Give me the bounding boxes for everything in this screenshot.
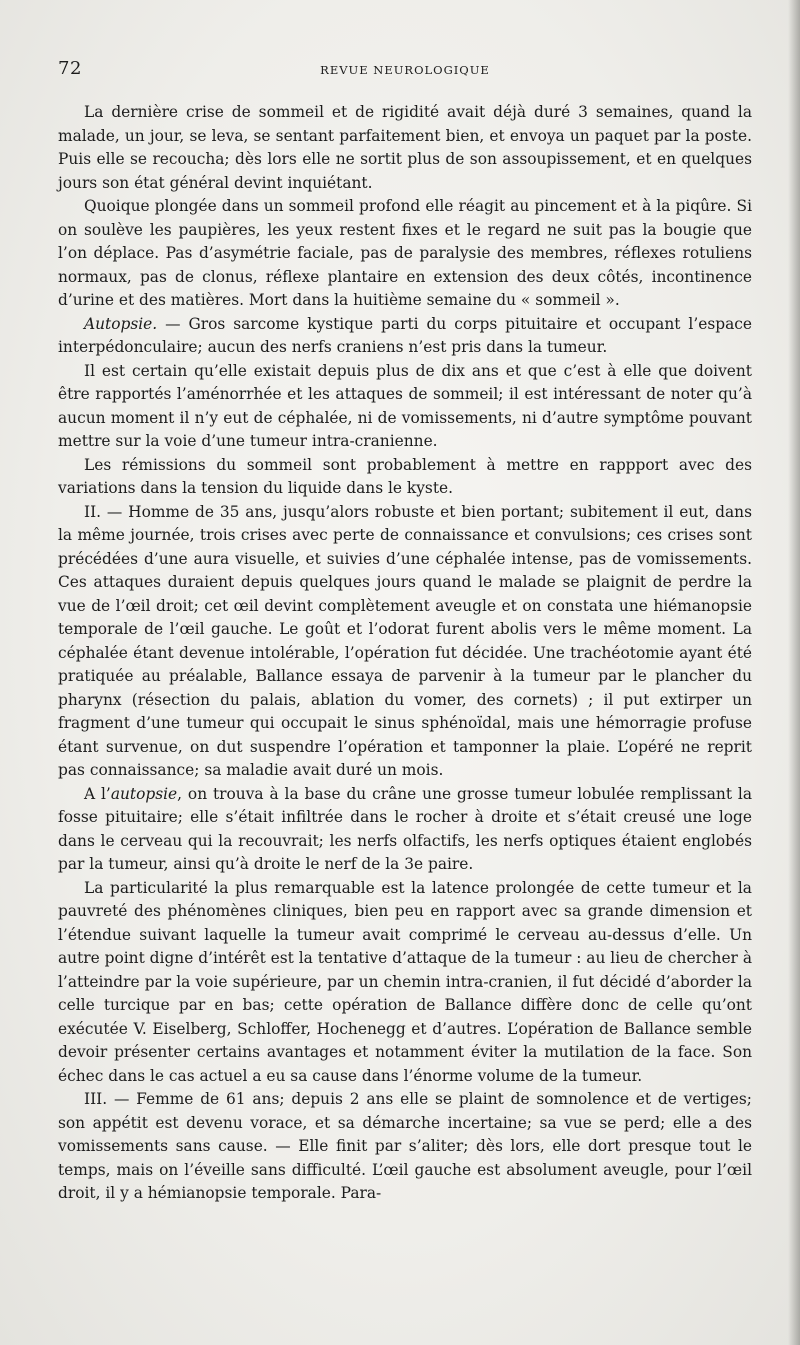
paragraph-text: , on trouva à la base du crâne une grosse tumeur lobulée remplissant la fosse pituitaire; elle s’était infiltrée dans le rocher à droite et s’était creusé une loge dans le cerveau qui la recouvrait; les nerfs olfactifs, les nerfs optiques étaient englobés par la tumeur, ainsi qu’à droite le nerf de la 3e paire. (58, 784, 752, 873)
paragraph: III. — Femme de 61 ans; depuis 2 ans elle se plaint de somnolence et de vertiges; son appétit est devenu vorace, et sa démarche incertaine; sa vue se perd; elle a des vomissements sans cause. — Elle finit par s’aliter; dès lors, elle dort presque tout le temps, mais on l’éveille sans difficulté. L’œil gauche est absolument aveugle, pour l’œil droit, il y a hémianopsie temporale. Para- (58, 1090, 752, 1202)
page-header (58, 58, 752, 86)
paragraph-text: — Gros sarcome kystique parti du corps pituitaire et occupant l’espace interpédonculaire; aucun des nerfs craniens n’est pris dans la tumeur. (58, 314, 752, 356)
paragraph-text: A l’ (84, 784, 111, 803)
paragraph: Il est certain qu’elle existait depuis plus de dix ans et que c’est à elle que doivent être rapportés l’aménorrhée et les attaques de sommeil; il est intéressant de noter qu’à aucun moment il n’y eut de céphalée, ni de vomissements, ni d’autre symptôme pouvant mettre sur la voie d’une tumeur intra-cranienne. (58, 361, 752, 450)
paragraph (58, 783, 752, 877)
paragraph: La dernière crise de sommeil et de rigidité avait déjà duré 3 semaines, quand la malade, un jour, se leva, se sentant parfaitement bien, et envoya un paquet par la poste. Puis elle se recoucha; dès lors elle ne sortit plus de son assoupissement, et en quelques jours son état général devint inquiétant. (58, 103, 752, 192)
paragraph: Les rémissions du sommeil sont probablement à mettre en rappport avec des variations dans la tension du liquide dans le kyste. (58, 455, 752, 497)
section-label-autopsie: Autopsie. (84, 314, 158, 333)
article-body (58, 101, 752, 1206)
page-edge-shadow (788, 0, 800, 1345)
paragraph: II. — Homme de 35 ans, jusqu’alors robuste et bien portant; subitement il eut, dans la même journée, trois crises avec perte de connaissance et convulsions; ces crises sont précédées d’une aura visuelle, et suivies d’une céphalée intense, pas de vomissements. Ces attaques duraient depuis quelques jours quand le malade se plaignit de perdre la vue de l’œil droit; cet œil devint complètement aveugle et on constata une hiémanopsie temporale de l’œil gauche. Le goût et l’odorat furent abolis vers le même moment. La céphalée étant devenue intolérable, l’opération fut décidée. Une trachéotomie ayant été pratiquée au préalable, Ballance essaya de parvenir à la tumeur par le plancher du pharynx (résection du palais, ablation du vomer, des cornets) ; il put extirper un fragment d’une tumeur qui occupait le sinus sphénoïdal, mais une hémorragie profuse étant survenue, on dut suspendre l’opération et tamponner la plaie. L’opéré ne reprit pas connaissance; sa maladie avait duré un mois. (58, 502, 752, 779)
paragraph: Quoique plongée dans un sommeil profond elle réagit au pincement et à la piqûre. Si on soulève les paupières, les yeux restent fixes et le regard ne suit pas la bougie que l’on déplace. Pas d’asymétrie faciale, pas de paralysie des membres, réflexes rotuliens normaux, pas de clonus, réflexe plantaire en extension des deux côtés, incontinence d’urine et des matières. Mort dans la huitième semaine du « sommeil ». (58, 197, 752, 309)
paragraph (58, 313, 752, 360)
section-label-autopsie-inline: autopsie (110, 784, 178, 803)
paragraph: La particularité la plus remarquable est la latence prolongée de cette tumeur et la pauvreté des phénomènes cliniques, bien peu en rapport avec sa grande dimension et l’étendue suivant laquelle la tumeur avait comprimé le cerveau au-dessus d’elle. Un autre point digne d’intérêt est la tentative d’attaque de la tumeur : au lieu de chercher à l’atteindre par la voie supérieure, par un chemin intra-cranien, il fut décidé d’aborder la celle turcique par en bas; cette opération de Ballance diffère donc de celle qu’ont exécutée V. Eiselberg, Schloffer, Hochenegg et d’autres. L’opération de Ballance semble devoir présenter certains avantages et notamment éviter la mutilation de la face. Son échec dans le cas actuel a eu sa cause dans l’énorme volume de la tumeur. (58, 878, 752, 1085)
page-number: 72 (58, 58, 82, 79)
running-head: REVUE NEUROLOGIQUE (320, 63, 490, 77)
